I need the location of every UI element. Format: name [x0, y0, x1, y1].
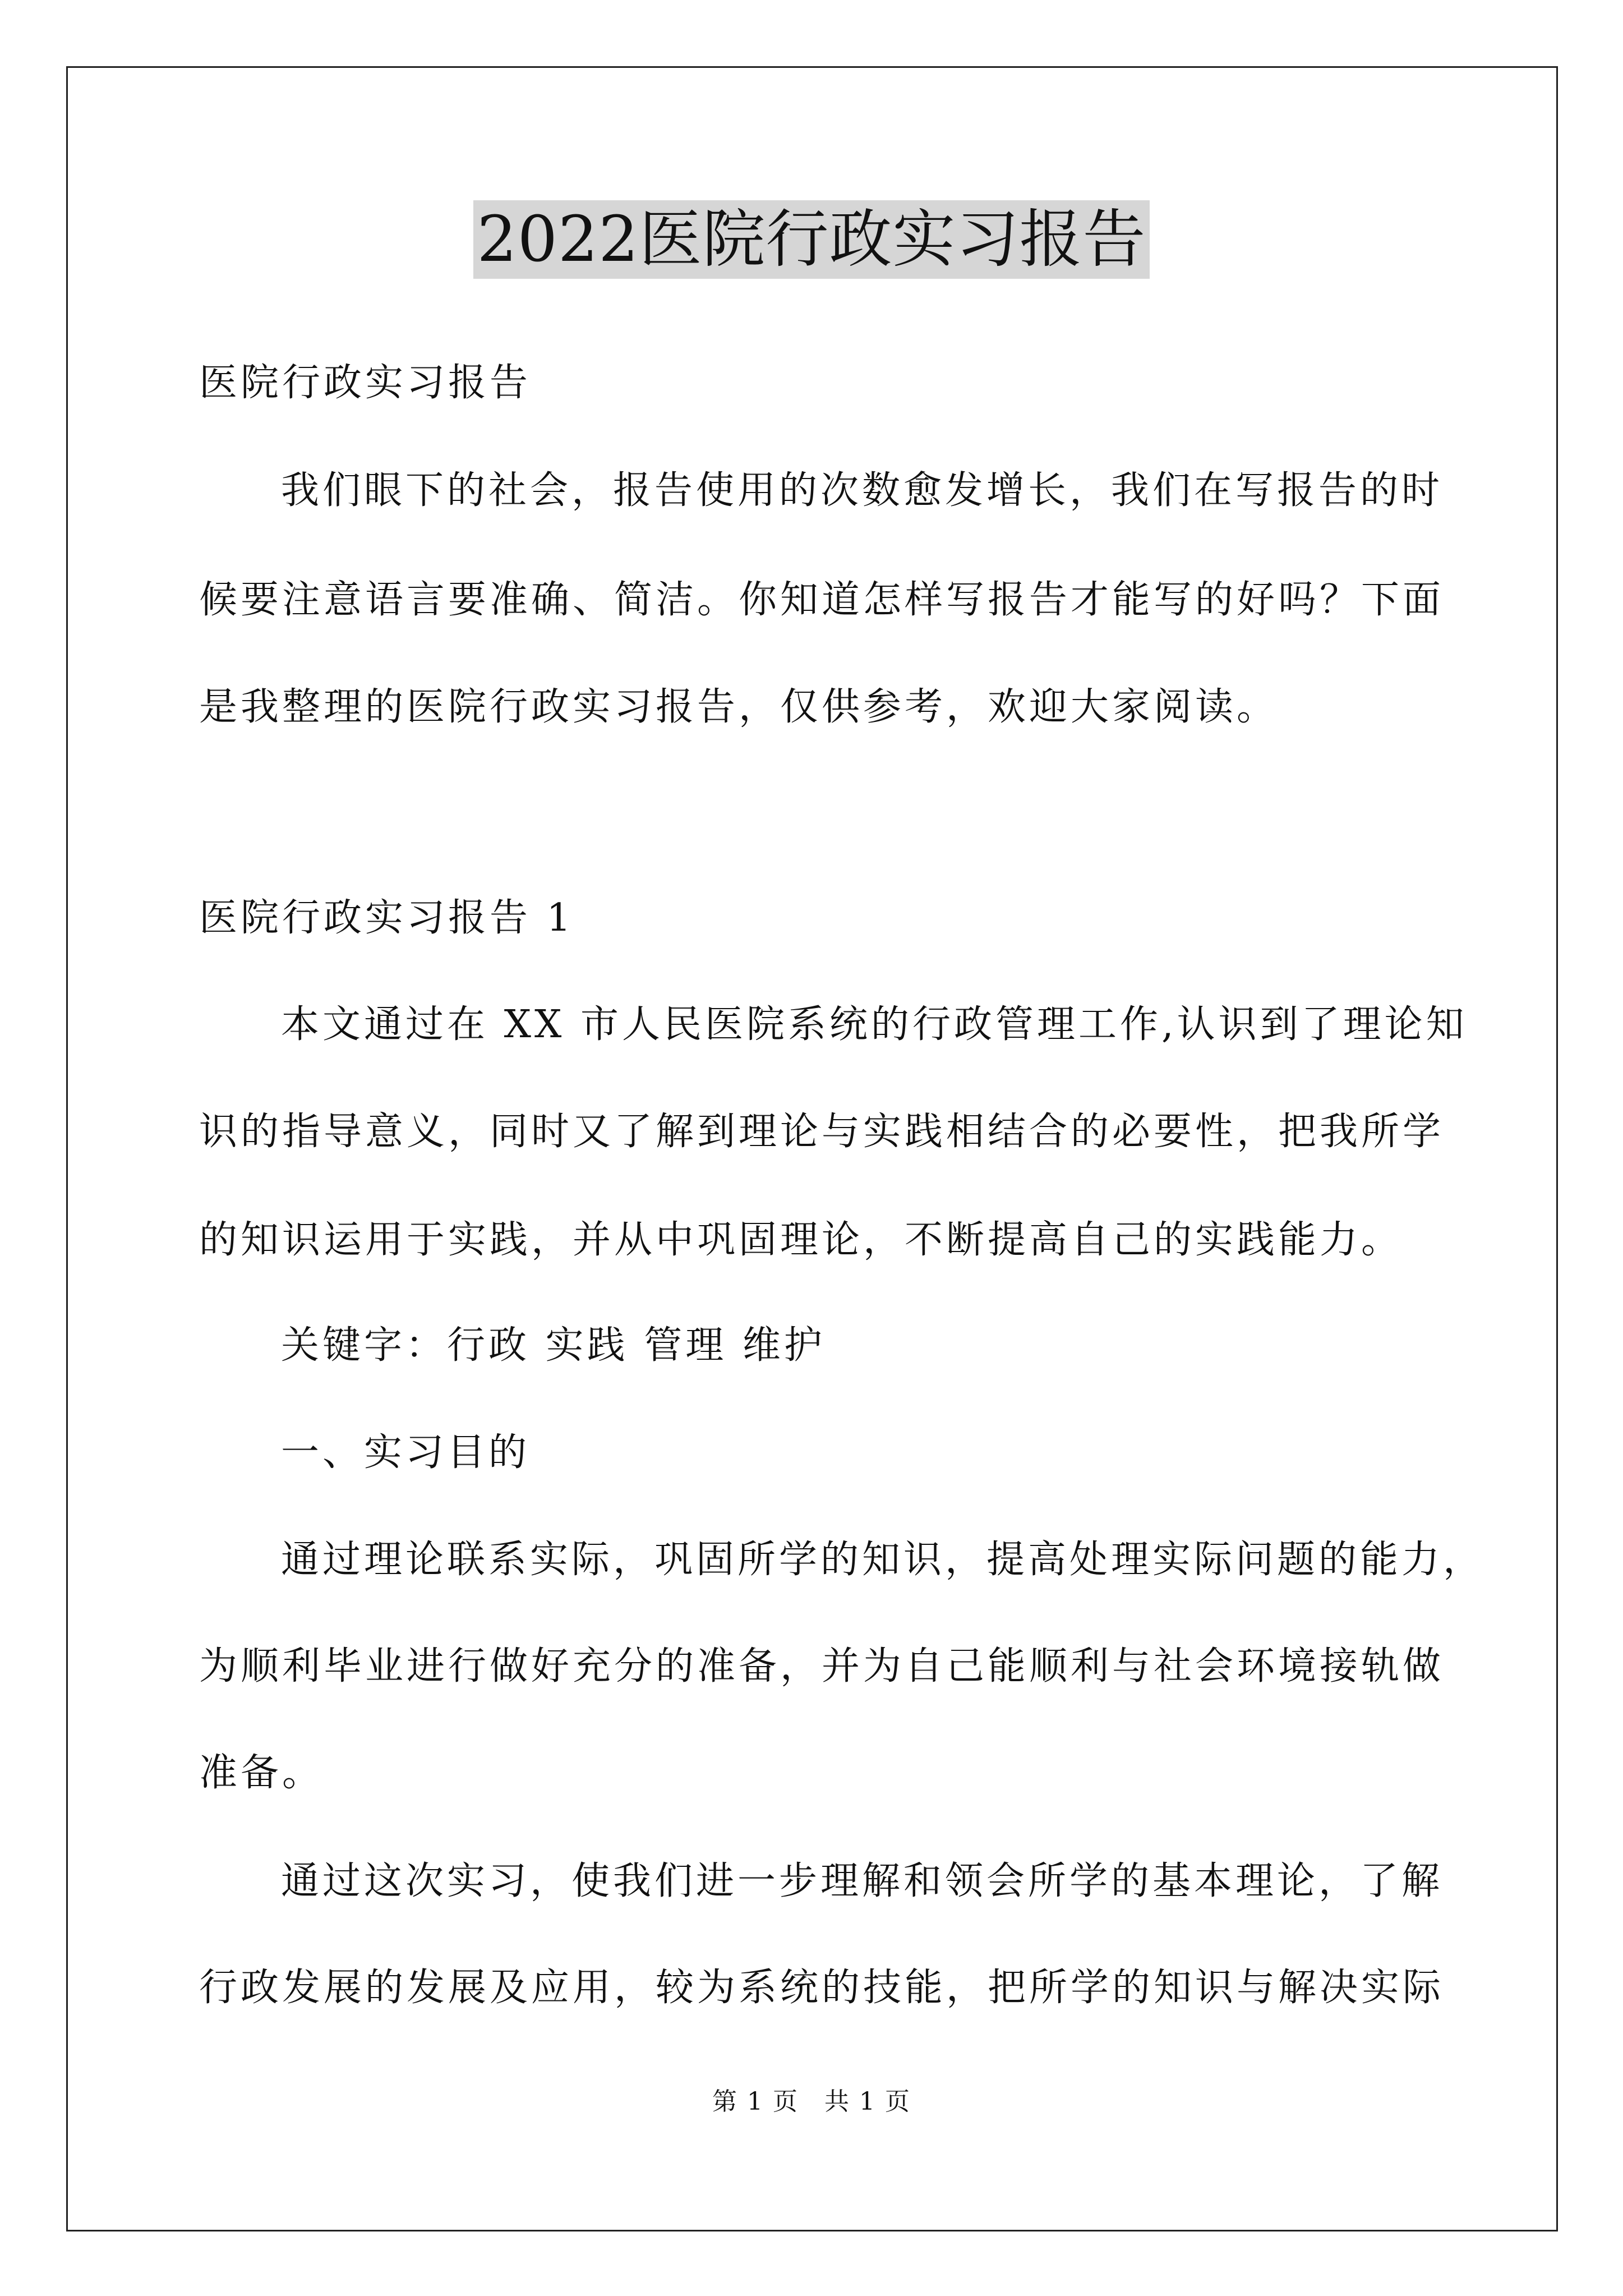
- paragraph-line: 候要注意语言要准确、简洁。你知道怎样写报告才能写的好吗？下面: [199, 578, 1445, 622]
- paragraph-line: 的知识运用于实践，并从中巩固理论，不断提高自己的实践能力。: [199, 1218, 1403, 1262]
- page-footer: 第 1 页 共 1 页: [712, 2087, 911, 2116]
- paragraph-line: 行政发展的发展及应用，较为系统的技能，把所学的知识与解决实际: [199, 1966, 1445, 2010]
- document-title: 2022医院行政实习报告: [473, 200, 1149, 279]
- section-heading: 医院行政实习报告: [199, 361, 532, 405]
- paragraph-line: 我们眼下的社会，报告使用的次数愈发增长，我们在写报告的时: [281, 468, 1444, 513]
- subheading: 一、实习目的: [281, 1430, 531, 1475]
- paragraph-line: 通过理论联系实际，巩固所学的知识，提高处理实际问题的能力，: [281, 1538, 1485, 1582]
- paragraph-line: 准备。: [199, 1751, 324, 1795]
- document-body: [199, 0, 1485, 2296]
- keywords-line: 关键字：行政 实践 管理 维护: [281, 1323, 826, 1368]
- paragraph-line: 是我整理的医院行政实习报告，仅供参考，欢迎大家阅读。: [199, 685, 1279, 729]
- section-heading: 医院行政实习报告 1: [199, 896, 574, 940]
- paragraph-line: 通过这次实习，使我们进一步理解和领会所学的基本理论，了解: [281, 1859, 1444, 1903]
- paragraph-line: 为顺利毕业进行做好充分的准备，并为自己能顺利与社会环境接轨做: [199, 1644, 1445, 1688]
- paragraph-line: 本文通过在 XX 市人民医院系统的行政管理工作,认识到了理论知: [281, 1002, 1468, 1047]
- paragraph-line: 识的指导意义，同时又了解到理论与实践相结合的必要性，把我所学: [199, 1110, 1445, 1154]
